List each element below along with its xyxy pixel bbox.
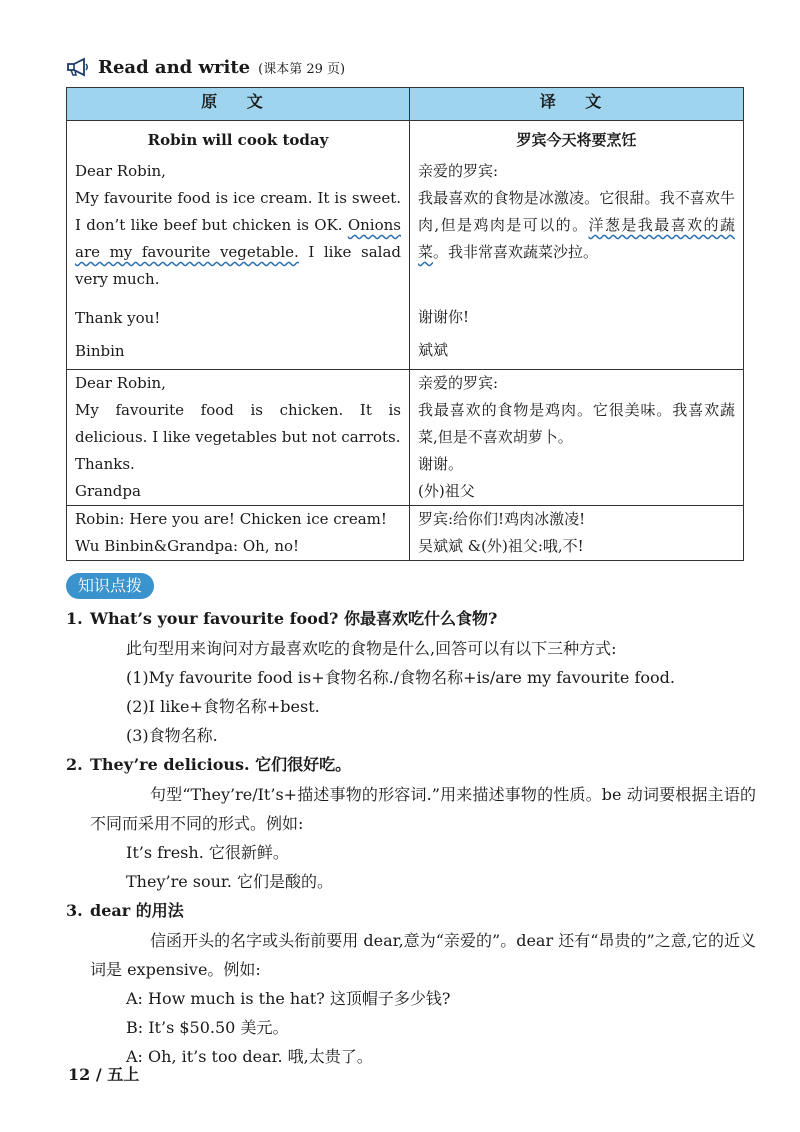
note-example: (3)食物名称.: [126, 726, 218, 745]
letter2-thanks: Thanks.: [75, 455, 135, 473]
dialog-line: Wu Binbin&Grandpa: Oh, no!: [75, 537, 300, 555]
note-example: A: How much is the hat? 这顶帽子多少钱?: [126, 989, 451, 1008]
note-title: 1. What’s your favourite food? 你最喜欢吃什么食物?: [66, 609, 498, 628]
note-example: They’re sour. 它们是酸的。: [126, 872, 333, 891]
note-item: [66, 750, 756, 896]
note-text: 此句型用来询问对方最喜欢吃的食物是什么,回答可以有以下三种方式:: [126, 639, 617, 658]
letter1-signature: Binbin: [75, 342, 125, 360]
story-title-cn: 罗宾今天将要烹饪: [516, 131, 637, 149]
section-header: [66, 54, 345, 80]
section-title: Read and write: [98, 56, 251, 78]
table-row: [67, 370, 744, 506]
note-item: [66, 896, 756, 1071]
note-example: B: It’s $50.50 美元。: [126, 1018, 289, 1037]
dialog-line-cn: 罗宾:给你们!鸡肉冰激凌!: [418, 510, 586, 528]
wavy-underlined-sentence: Onions are my favourite vegetable.: [75, 216, 401, 261]
dialog-cn-cell: [410, 506, 744, 561]
table-row: [67, 121, 744, 370]
letter2-cn-greeting: 亲爱的罗宾:: [418, 374, 499, 392]
table-row: [67, 506, 744, 561]
column-translation: 译 文: [410, 88, 744, 121]
note-text: 信函开头的名字或头衔前要用 dear,意为“亲爱的”。dear 还有“昂贵的”之意,它的近义词是 expensive。例如:: [90, 931, 756, 979]
letter2-cn-thanks: 谢谢。: [418, 455, 464, 473]
dialog-line: Robin: Here you are! Chicken ice cream!: [75, 510, 387, 528]
knowledge-points-label: 知识点拨: [66, 573, 154, 599]
page-number: 12 / 五上: [68, 1065, 140, 1084]
letter1-en-cell: [67, 121, 410, 370]
letter1-greeting: Dear Robin,: [75, 162, 166, 180]
note-example: It’s fresh. 它很新鲜。: [126, 843, 289, 862]
letter1-cn-thanks: 谢谢你!: [418, 308, 470, 326]
letter1-cn-cell: [410, 121, 744, 370]
letter2-greeting: Dear Robin,: [75, 374, 166, 392]
megaphone-icon: [66, 57, 90, 77]
story-title-en: Robin will cook today: [147, 131, 329, 149]
dialog-en-cell: [67, 506, 410, 561]
note-example: (1)My favourite food is+食物名称./食物名称+is/are my favourite food.: [126, 668, 675, 687]
letter2-signature: Grandpa: [75, 482, 141, 500]
letter1-cn-signature: 斌斌: [418, 341, 449, 359]
column-original: 原 文: [67, 88, 410, 121]
note-title: 3. dear 的用法: [66, 901, 184, 920]
dialog-line-cn: 吴斌斌 &(外)祖父:哦,不!: [418, 537, 584, 555]
letter2-body: My favourite food is chicken. It is delicious. I like vegetables but not carrots.: [75, 401, 401, 446]
textbook-page-ref: (课本第 29 页): [258, 61, 346, 77]
letter2-en-cell: [67, 370, 410, 506]
knowledge-notes: [66, 604, 756, 1071]
letter1-cn-greeting: 亲爱的罗宾:: [418, 162, 499, 180]
wavy-underlined-sentence-cn: 洋葱是我最喜欢的蔬菜: [418, 216, 735, 261]
note-title: 2. They’re delicious. 它们很好吃。: [66, 755, 352, 774]
letter2-cn-cell: [410, 370, 744, 506]
letter1-body: My favourite food is ice cream. It is sweet. I don’t like beef but chicken is OK. Onions are my favourite vegetable. I like salad very much.: [75, 189, 401, 288]
translation-table: [66, 87, 744, 561]
letter2-cn-signature: (外)祖父: [418, 482, 475, 500]
letter2-cn-body: 我最喜欢的食物是鸡肉。它很美味。我喜欢蔬菜,但是不喜欢胡萝卜。: [418, 401, 735, 446]
note-text: 句型“They’re/It’s+描述事物的形容词.”用来描述事物的性质。be 动词要根据主语的不同而采用不同的形式。例如:: [90, 785, 756, 833]
table-header-row: [67, 88, 744, 121]
letter1-thanks: Thank you!: [75, 309, 161, 327]
note-example: (2)I like+食物名称+best.: [126, 697, 320, 716]
note-item: [66, 604, 756, 750]
letter1-cn-body: 我最喜欢的食物是冰激凌。它很甜。我不喜欢牛肉,但是鸡肉是可以的。洋葱是我最喜欢的蔬菜。我非常喜欢蔬菜沙拉。: [418, 189, 735, 261]
note-example: A: Oh, it’s too dear. 哦,太贵了。: [126, 1047, 373, 1066]
